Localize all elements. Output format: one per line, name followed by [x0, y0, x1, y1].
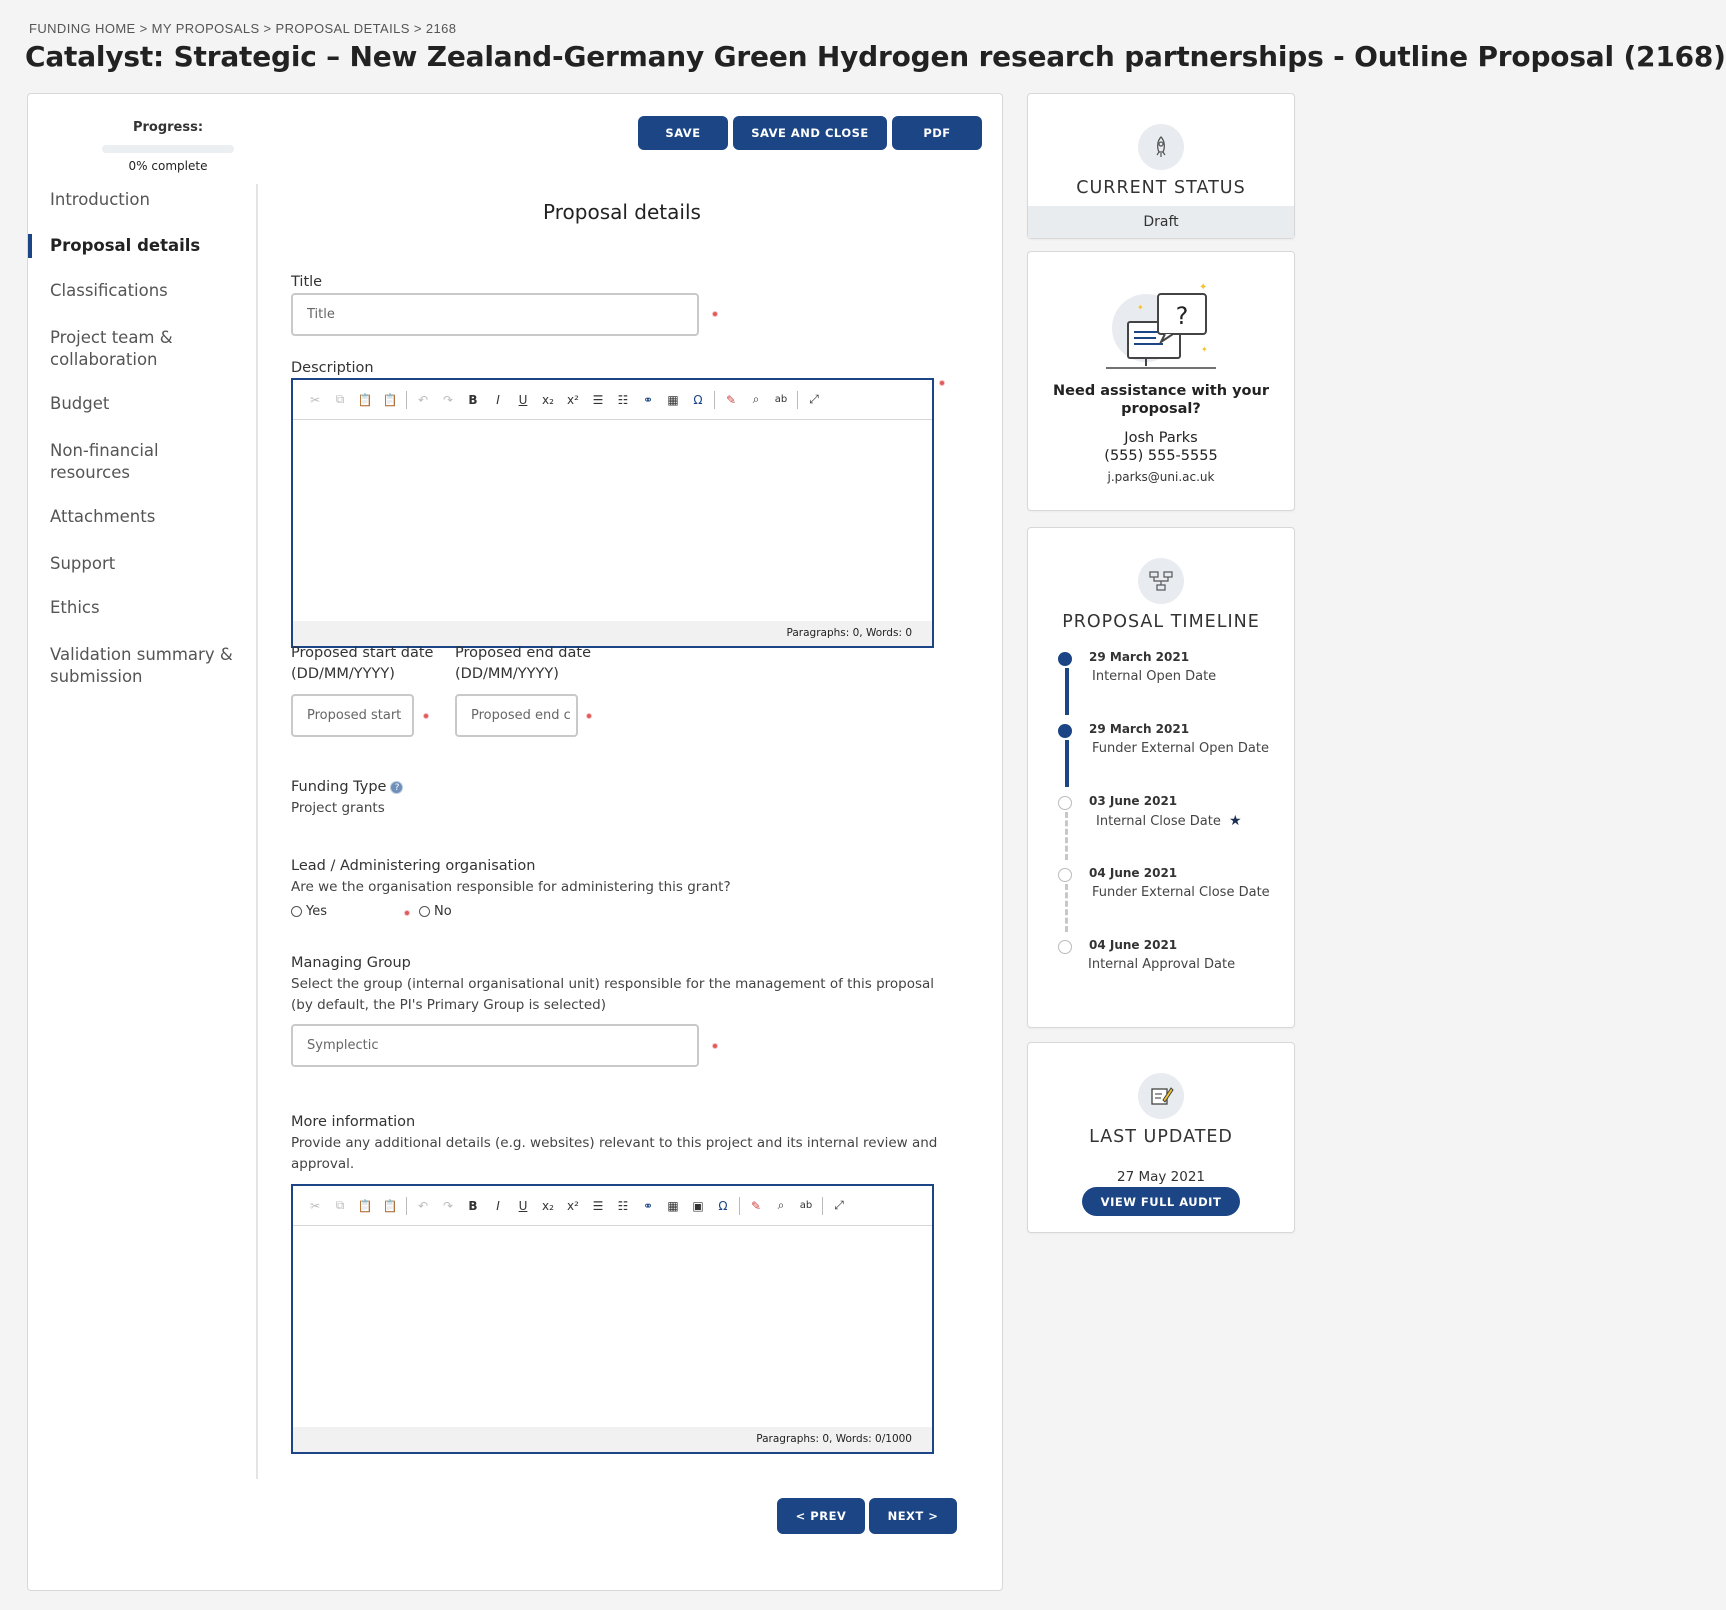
timeline-event: Funder External Close Date [1092, 885, 1270, 900]
required-marker [712, 311, 718, 317]
paste-text-icon[interactable]: 📋 [382, 1198, 398, 1213]
more-info-editor-toolbar [293, 1186, 932, 1226]
top-toolbar [638, 116, 982, 150]
timeline-dot [1058, 940, 1072, 954]
nav-item-classifications[interactable]: Classifications [50, 281, 168, 300]
svg-text:✦: ✦ [1137, 303, 1144, 312]
managing-group-label: Managing Group [291, 955, 411, 971]
lead-org-no-radio[interactable] [419, 904, 452, 919]
lead-org-label: Lead / Administering organisation [291, 858, 536, 874]
save-and-close-button[interactable]: SAVE AND CLOSE [733, 116, 887, 150]
progress-text: 0% complete [128, 159, 208, 173]
start-date-placeholder: Proposed start [307, 708, 402, 723]
description-word-counter: Paragraphs: 0, Words: 0 [293, 621, 932, 646]
paste-icon[interactable]: 📋 [357, 1198, 373, 1213]
help-desk-icon [1101, 280, 1221, 376]
required-marker [586, 713, 592, 719]
more-info-editor[interactable] [291, 1184, 934, 1454]
start-date-input[interactable] [291, 694, 414, 737]
lead-org-yes-radio[interactable] [291, 904, 327, 919]
timeline-event-label: Internal Close Date [1096, 814, 1221, 829]
timeline-event [1096, 813, 1242, 829]
subscript-icon[interactable]: x₂ [542, 392, 554, 407]
managing-group-help: Select the group (internal organisational unit) responsible for the management of this proposal (by default, the PI's Primary Group is selected) [291, 976, 935, 1013]
toolbar-separator [739, 1197, 740, 1215]
redo-icon[interactable]: ↷ [442, 1198, 454, 1213]
timeline-dot [1058, 868, 1072, 882]
timeline-event: Funder External Open Date [1092, 741, 1269, 756]
superscript-icon[interactable]: x² [567, 1198, 579, 1213]
undo-icon[interactable]: ↶ [417, 1198, 429, 1213]
svg-text:✦: ✦ [1199, 282, 1208, 293]
required-marker [404, 910, 410, 916]
maximize-icon[interactable]: ⤢ [834, 1198, 844, 1212]
cut-icon[interactable]: ✂ [309, 1198, 321, 1213]
spellcheck-icon[interactable]: ab [774, 394, 788, 405]
table-icon[interactable]: ▦ [667, 392, 679, 407]
nav-item-introduction[interactable]: Introduction [50, 190, 150, 209]
end-date-placeholder: Proposed end c [471, 708, 571, 723]
toolbar-separator [406, 1197, 407, 1215]
required-marker [423, 713, 429, 719]
copy-icon[interactable]: ⧉ [335, 392, 345, 406]
required-marker [712, 1043, 718, 1049]
managing-group-placeholder: Symplectic [307, 1038, 379, 1053]
timeline-connector [1065, 668, 1069, 715]
title-label: Title [291, 274, 323, 290]
nav-item-non-financial-resources[interactable]: Non-financial resources [50, 441, 159, 482]
current-status-card [1027, 93, 1295, 239]
remove-format-icon[interactable]: ✎ [725, 392, 737, 407]
rocket-icon [1138, 124, 1184, 170]
timeline-dot [1058, 796, 1072, 810]
subscript-icon[interactable]: x₂ [542, 1198, 554, 1213]
last-updated-heading: LAST UPDATED [1089, 1127, 1233, 1147]
section-title: Proposal details [543, 200, 701, 224]
paste-text-icon[interactable]: 📋 [382, 392, 398, 407]
link-icon[interactable]: ⚭ [642, 1198, 654, 1213]
description-editor[interactable] [291, 378, 934, 648]
nav-item-attachments[interactable]: Attachments [50, 507, 156, 526]
timeline-event: Internal Open Date [1092, 669, 1217, 684]
toolbar-separator [797, 391, 798, 409]
timeline-connector [1065, 812, 1068, 860]
bold-icon[interactable]: B [468, 1198, 478, 1213]
maximize-icon[interactable]: ⤢ [809, 392, 819, 406]
section-nav [28, 184, 258, 1479]
title-placeholder: Title [307, 307, 335, 322]
page-title: Catalyst: Strategic – New Zealand-Germany Green Hydrogen research partnerships - Outline Proposal (2168) [25, 40, 1726, 73]
svg-text:✦: ✦ [1201, 345, 1208, 354]
find-icon[interactable]: ⌕ [752, 392, 760, 406]
table-icon[interactable]: ▦ [667, 1198, 679, 1213]
breadcrumb[interactable]: FUNDING HOME > MY PROPOSALS > PROPOSAL DETAILS > 2168 [29, 21, 457, 36]
current-status-heading: CURRENT STATUS [1076, 178, 1246, 198]
timeline-date: 04 June 2021 [1089, 938, 1178, 952]
funding-type-value: Project grants [291, 800, 385, 816]
timeline-connector [1065, 740, 1069, 787]
radio-yes-label: Yes [306, 904, 327, 919]
cut-icon[interactable]: ✂ [309, 392, 321, 407]
underline-icon[interactable]: U [518, 392, 528, 407]
flowchart-icon [1138, 558, 1184, 604]
more-info-label: More information [291, 1114, 416, 1130]
find-icon[interactable]: ⌕ [777, 1198, 785, 1212]
paste-icon[interactable]: 📋 [357, 392, 373, 407]
image-icon[interactable]: ▣ [692, 1198, 704, 1213]
managing-group-input[interactable] [291, 1024, 699, 1067]
radio-circle [419, 906, 430, 917]
current-status-value: Draft [1028, 206, 1294, 238]
spellcheck-icon[interactable]: ab [799, 1200, 813, 1211]
redo-icon[interactable]: ↷ [442, 392, 454, 407]
progress-widget [78, 120, 258, 173]
nav-item-support[interactable]: Support [50, 554, 116, 573]
svg-text:?: ? [1175, 302, 1189, 330]
italic-icon[interactable]: I [496, 392, 500, 407]
proposal-timeline-card [1027, 527, 1295, 1028]
toolbar-separator [714, 391, 715, 409]
more-info-help: Provide any additional details (e.g. websites) relevant to this project and its internal review and approval. [291, 1135, 938, 1172]
assistance-title: Need assistance with your proposal? [1053, 383, 1269, 417]
description-editor-toolbar [293, 380, 932, 420]
superscript-icon[interactable]: x² [567, 392, 579, 407]
bulleted-list-icon[interactable]: ☷ [617, 1198, 629, 1213]
toolbar-separator [406, 391, 407, 409]
timeline-dot [1058, 724, 1072, 738]
toolbar-separator [822, 1197, 823, 1215]
special-char-icon[interactable]: Ω [693, 392, 703, 407]
end-date-input[interactable] [455, 694, 578, 737]
lead-org-help: Are we the organisation responsible for administering this grant? [291, 879, 731, 895]
view-full-audit-button[interactable]: VIEW FULL AUDIT [1082, 1187, 1240, 1216]
copy-icon[interactable]: ⧉ [335, 1198, 345, 1212]
nav-item-budget[interactable]: Budget [50, 394, 110, 413]
nav-item-proposal-details[interactable]: Proposal details [50, 236, 201, 255]
contact-phone[interactable]: (555) 555-5555 [1104, 448, 1218, 464]
radio-no-label: No [434, 904, 452, 919]
bold-icon[interactable]: B [468, 392, 478, 407]
timeline-event: Internal Approval Date [1088, 957, 1236, 972]
nav-active-indicator [28, 234, 32, 258]
assistance-card [1027, 251, 1295, 511]
radio-circle [291, 906, 302, 917]
last-updated-card [1027, 1042, 1295, 1233]
contact-email[interactable]: j.parks@uni.ac.uk [1107, 470, 1215, 484]
prev-button[interactable]: < PREV [777, 1498, 865, 1534]
funding-type-field [291, 777, 403, 798]
timeline-date: 04 June 2021 [1089, 866, 1178, 880]
timeline-dot [1058, 652, 1072, 666]
edit-document-icon [1138, 1073, 1184, 1119]
next-button[interactable]: NEXT > [869, 1498, 957, 1534]
timeline-heading: PROPOSAL TIMELINE [1062, 612, 1260, 632]
nav-item-ethics[interactable]: Ethics [50, 598, 100, 617]
timeline-date: 03 June 2021 [1089, 794, 1178, 808]
timeline-date: 29 March 2021 [1089, 722, 1190, 736]
numbered-list-icon[interactable]: ☰ [592, 392, 604, 407]
more-info-word-counter: Paragraphs: 0, Words: 0/1000 [293, 1427, 932, 1452]
start-date-label: Proposed start date (DD/MM/YYYY) [291, 645, 434, 682]
assistance-illustration [1028, 252, 1294, 376]
timeline-connector [1065, 884, 1068, 932]
progress-track [102, 145, 234, 153]
save-button[interactable]: SAVE [638, 116, 728, 150]
timeline-date: 29 March 2021 [1089, 650, 1190, 664]
numbered-list-icon[interactable]: ☰ [592, 1198, 604, 1213]
undo-icon[interactable]: ↶ [417, 392, 429, 407]
description-label: Description [291, 360, 374, 376]
title-input[interactable] [291, 293, 699, 336]
end-date-label: Proposed end date (DD/MM/YYYY) [455, 645, 591, 682]
nav-item-project-team[interactable]: Project team & collaboration [50, 328, 173, 369]
required-marker [939, 380, 945, 386]
contact-name: Josh Parks [1124, 430, 1198, 446]
proposal-form-card [27, 93, 1003, 1591]
italic-icon[interactable]: I [496, 1198, 500, 1213]
last-updated-date: 27 May 2021 [1116, 1169, 1206, 1185]
funding-type-label: Funding Type [291, 779, 387, 795]
star-icon: ★ [1229, 813, 1242, 829]
nav-item-validation-summary[interactable]: Validation summary & submission [50, 645, 233, 686]
remove-format-icon[interactable]: ✎ [750, 1198, 762, 1213]
link-icon[interactable]: ⚭ [642, 392, 654, 407]
special-char-icon[interactable]: Ω [718, 1198, 728, 1213]
progress-label: Progress: [132, 120, 204, 135]
bulleted-list-icon[interactable]: ☷ [617, 392, 629, 407]
pdf-button[interactable]: PDF [892, 116, 982, 150]
underline-icon[interactable]: U [518, 1198, 528, 1213]
help-icon[interactable]: ? [390, 781, 403, 794]
